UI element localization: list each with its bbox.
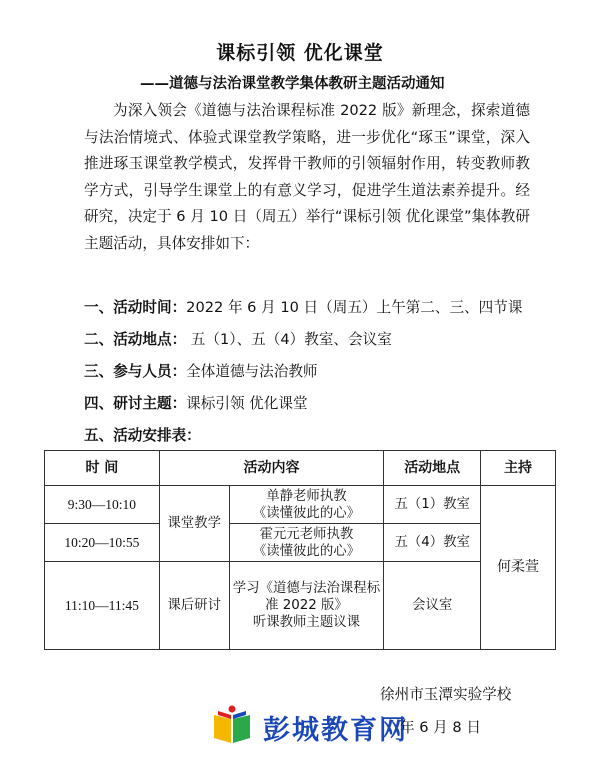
item-people-label: 三、参与人员：: [84, 363, 187, 380]
header-host: 主持: [481, 451, 556, 486]
header-place: 活动地点: [384, 451, 481, 486]
intro-paragraph: 为深入领会《道德与法治课程标准 2022 版》新理念，探索道德与法治情境式、体验式课堂教学策略，进一步优化“琢玉”课堂，深入推进琢玉课堂教学模式，发挥骨干教师的引领辐射作用，转变教师教学方式，引导学生课堂上的有意义学习，促进学生道法素养提升。经研究，决定于 6 月 10 日（周五）举行“课标引领 优化课堂”集体教研主题活动，具体安排如下：: [84, 102, 530, 252]
row3-content-line1: 学习《道德与法治课程标: [232, 581, 381, 596]
row2-content-line1: 霍元元老师执教: [259, 526, 354, 542]
row1-place: 五（1）教室: [384, 486, 481, 524]
watermark-text: 彭城教育网: [263, 715, 408, 746]
row3-content-line3: 听课教师主题议课: [252, 615, 360, 630]
row3-time: 11:10—11:45: [45, 562, 160, 650]
item-time: [84, 296, 522, 317]
row1-content: [229, 486, 384, 524]
notice-subtitle: ——道德与法治课堂教学集体教研主题活动通知: [140, 76, 445, 92]
header-time: 时 间: [45, 451, 160, 486]
table-header-row: [45, 451, 556, 486]
group-classroom: 课堂教学: [159, 486, 229, 562]
item-place: [84, 328, 392, 349]
item-time-label: 一、活动时间：: [84, 299, 187, 316]
row1-content-line2: 《读懂彼此的心》: [252, 505, 360, 521]
item-people: [84, 360, 318, 381]
table-row: [45, 562, 556, 650]
row3-content: [229, 562, 384, 650]
item-schedule-label: 五、活动安排表：: [84, 427, 201, 444]
item-place-value: 五（1）、五（4）教室、会议室: [186, 331, 392, 348]
book-logo-icon: [210, 703, 254, 747]
row1-content-line1: 单静老师执教: [266, 488, 347, 504]
header-content: 活动内容: [159, 451, 384, 486]
table-row: [45, 524, 556, 562]
item-place-label: 二、活动地点：: [84, 331, 187, 348]
row2-content-line2: 《读懂彼此的心》: [252, 543, 360, 559]
table-row: [45, 486, 556, 524]
host-cell: 何柔萱: [481, 486, 556, 650]
school-name: 徐州市玉潭实验学校: [380, 686, 512, 703]
item-time-value: 2022 年 6 月 10 日（周五）上午第二、三、四节课: [186, 299, 523, 316]
row2-time: 10:20—10:55: [45, 524, 160, 562]
schedule-table: [44, 450, 556, 650]
row3-place: 会议室: [384, 562, 481, 650]
item-schedule: [84, 424, 201, 445]
notice-title: 课标引领 优化课堂: [216, 42, 384, 64]
row2-content: [229, 524, 384, 562]
item-theme-value: 课标引领 优化课堂: [186, 395, 308, 412]
item-people-value: 全体道德与法治教师: [186, 363, 318, 380]
row1-time: 9:30—10:10: [45, 486, 160, 524]
row3-content-line2: 准 2022 版》: [265, 598, 348, 613]
item-theme-label: 四、研讨主题：: [84, 395, 187, 412]
row2-place: 五（4）教室: [384, 524, 481, 562]
item-theme: [84, 392, 308, 413]
notice-date: 年 6 月 8 日: [400, 719, 481, 736]
group-discussion: 课后研讨: [159, 562, 229, 650]
